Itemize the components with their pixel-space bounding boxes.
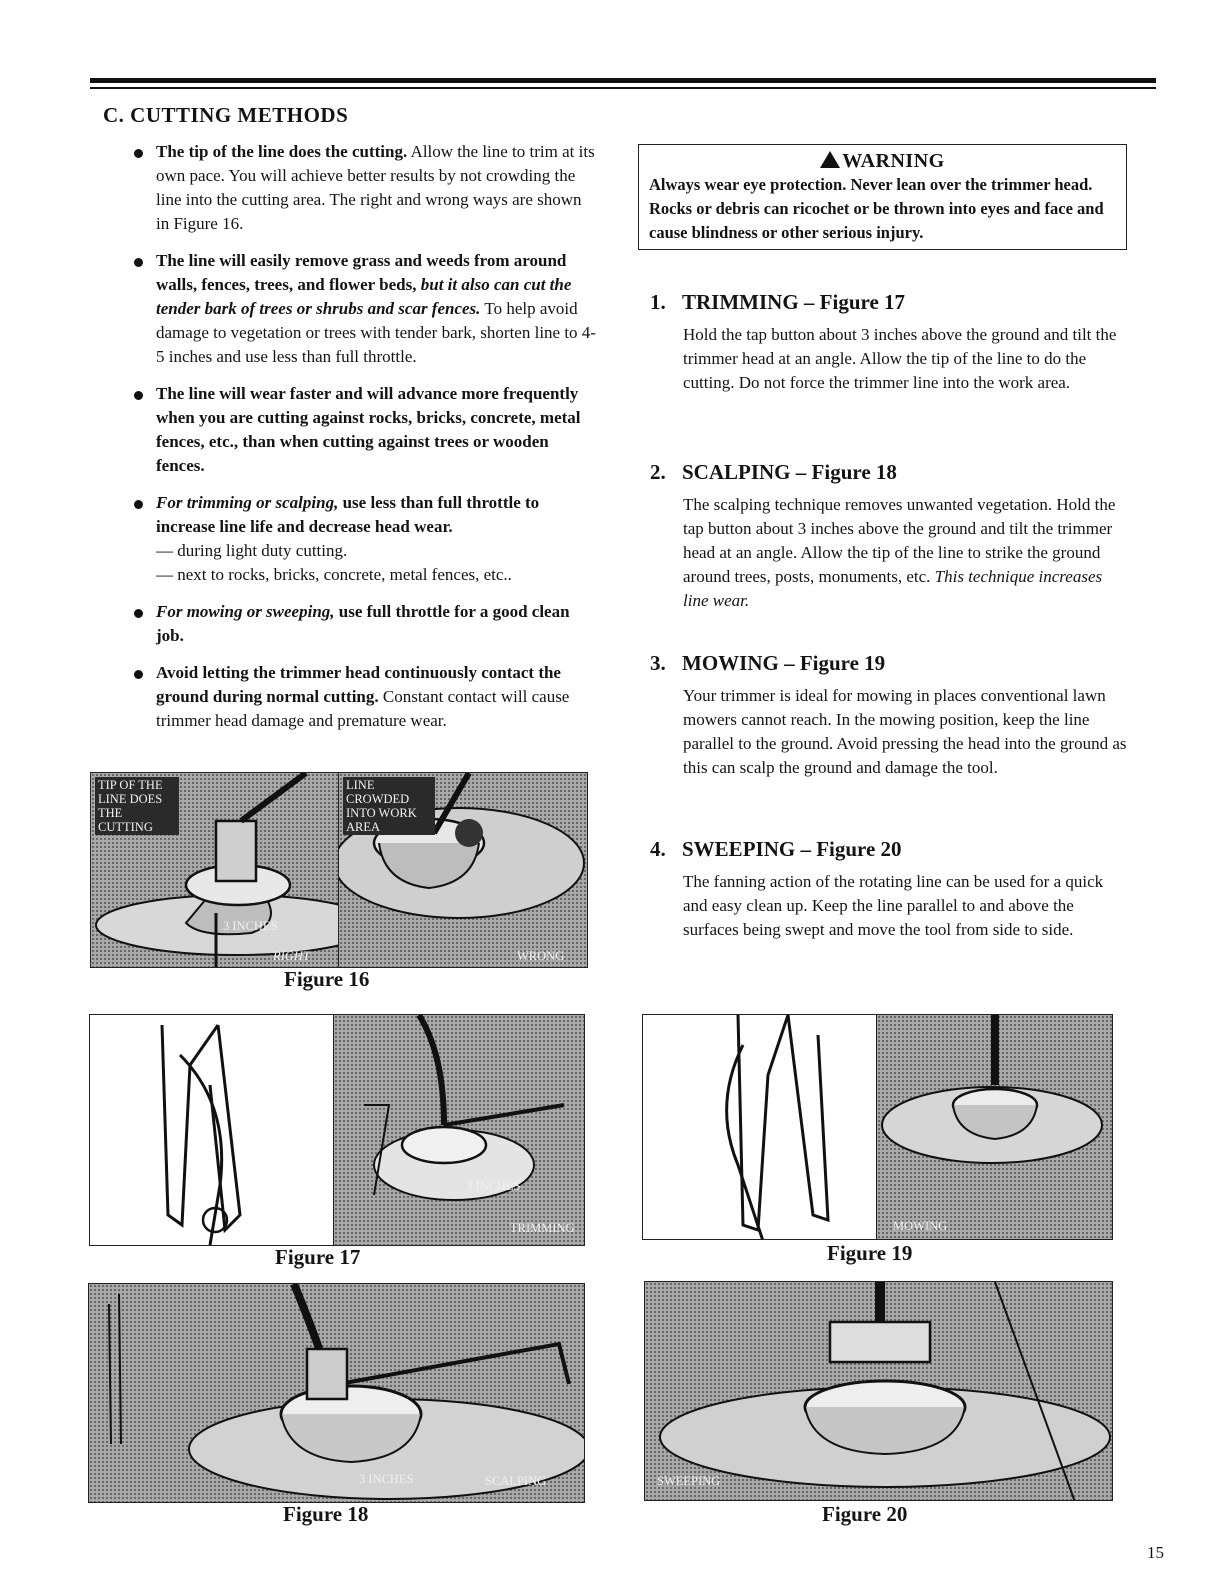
top-rule-thick xyxy=(90,78,1156,83)
section-trimming xyxy=(650,290,1130,395)
figure-19-right-panel xyxy=(876,1014,1113,1240)
figure-19-left-panel xyxy=(642,1014,878,1240)
warning-box xyxy=(638,144,1127,250)
section-title: C. CUTTING METHODS xyxy=(103,103,349,127)
warning-text: Always wear eye protection. Never lean over the trimmer head. Rocks or debris can ricochet or be thrown into eyes and face and cause blindness or other serious injury. xyxy=(649,175,1104,242)
section-heading: 2. SCALPING – Figure 18 xyxy=(650,460,897,484)
label-wrong: WRONG xyxy=(517,949,565,963)
list-item: The tip of the line does the cutting. Allow the line to trim at its own pace. You will achieve better results by not crowding the line into the cutting area. The right and wrong ways are shown in Figure 16. xyxy=(134,140,596,236)
label-trimming: TRIMMING xyxy=(510,1221,575,1235)
figure-16-caption: Figure 16 xyxy=(284,967,370,991)
operator-legs-illustration xyxy=(90,1015,335,1246)
label-mowing: MOWING xyxy=(893,1219,948,1233)
list-item: Avoid letting the trimmer head continuously contact the ground during normal cutting. Constant contact will cause trimmer head damage and premature wear. xyxy=(134,661,596,733)
cutting-tips-list xyxy=(134,140,596,746)
scalping-head-illustration xyxy=(89,1284,585,1503)
label-3-inches: 3 INCHES xyxy=(466,1179,521,1193)
section-text: Your trimmer is ideal for mowing in places conventional lawn mowers cannot reach. In the mowing position, keep the line parallel to the ground. Avoid pressing the head into the ground as this can scalp the ground and damage the tool. xyxy=(683,686,1127,777)
mowing-head-illustration xyxy=(877,1015,1113,1240)
figure-20-panel xyxy=(644,1281,1113,1501)
label-line-crowded: LINE CROWDED INTO WORK AREA xyxy=(343,777,435,835)
label-3-inches: 3 INCHES xyxy=(359,1472,414,1486)
figure-16-wrong-panel xyxy=(338,772,588,968)
section-text: Hold the tap button about 3 inches above the ground and tilt the trimmer head at an angle. Allow the tip of the line to do the cutting. Do not force the trimmer line into the work area. xyxy=(683,325,1117,392)
figure-17-right-panel xyxy=(333,1014,585,1246)
figure-18-panel xyxy=(88,1283,585,1503)
warning-title: WARNING xyxy=(649,149,1116,173)
figure-17-caption: Figure 17 xyxy=(275,1245,361,1269)
label-sweeping: SWEEPING xyxy=(657,1474,721,1488)
section-sweeping xyxy=(650,837,1130,942)
section-text: The fanning action of the rotating line can be used for a quick and easy clean up. Keep the line parallel to and above the surfaces being swept and move the tool from side to side. xyxy=(683,872,1104,939)
list-item: For mowing or sweeping, use full throttle for a good clean job. xyxy=(134,600,596,648)
trimming-head-illustration xyxy=(334,1015,585,1246)
figure-18-caption: Figure 18 xyxy=(283,1502,369,1526)
label-tip-of-line: TIP OF THE LINE DOES THE CUTTING xyxy=(95,777,179,835)
label-right: RIGHT xyxy=(273,949,310,963)
label-scalping: SCALPING xyxy=(485,1474,547,1488)
warning-triangle-icon xyxy=(820,151,840,168)
list-item: For trimming or scalping, use less than full throttle to increase line life and decrease head wear. — during light duty cutting. — next to rocks, bricks, concrete, metal fences, etc.. xyxy=(134,491,596,587)
operator-mowing-illustration xyxy=(643,1015,878,1240)
sweeping-head-illustration xyxy=(645,1282,1113,1501)
section-scalping xyxy=(650,460,1130,613)
figure-17-left-panel xyxy=(89,1014,335,1246)
section-heading: 1. TRIMMING – Figure 17 xyxy=(650,290,906,314)
section-mowing xyxy=(650,651,1130,780)
list-item: The line will easily remove grass and weeds from around walls, fences, trees, and flower beds, but it also can cut the tender bark of trees or shrubs and scar fences. To help avoid damage to vegetation or trees with tender bark, shorten line to 4-5 inches and use less than full throttle. xyxy=(134,249,596,369)
figure-16-right-panel xyxy=(90,772,340,968)
page-number: 15 xyxy=(1147,1543,1164,1562)
section-heading: 3. MOWING – Figure 19 xyxy=(650,651,886,675)
list-item: The line will wear faster and will advance more frequently when you are cutting against rocks, bricks, concrete, metal fences, etc., than when cutting against trees or wooden fences. xyxy=(134,382,596,478)
label-3-inches: 3 INCHES xyxy=(223,919,278,933)
top-rule-thin xyxy=(90,87,1156,89)
section-text: The scalping technique removes unwanted vegetation. Hold the tap button about 3 inches above the ground and tilt the trimmer head at an angle. Allow the tip of the line to strike the ground around trees, posts, monuments, etc. This technique increases line wear. xyxy=(683,495,1116,610)
section-heading: 4. SWEEPING – Figure 20 xyxy=(650,837,902,861)
figure-20-caption: Figure 20 xyxy=(822,1502,908,1526)
figure-19-caption: Figure 19 xyxy=(827,1241,913,1265)
